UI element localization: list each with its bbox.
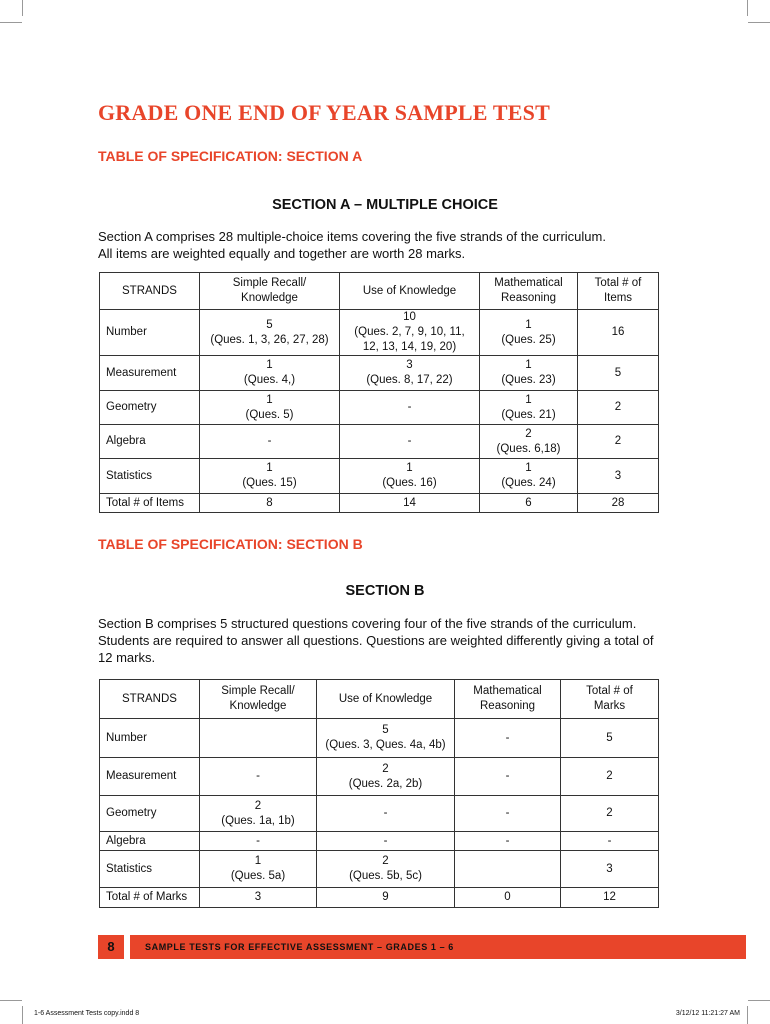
paragraph-line: Section B comprises 5 structured questions covering four of the five strands of the curriculum. [98,616,637,631]
crop-mark [22,0,23,16]
recall-cell: 1 (Ques. 4,) [200,356,340,391]
paragraph-line: 12 marks. [98,650,156,665]
recall-cell: - [200,758,317,796]
table-row [100,391,659,425]
table-row [100,758,659,796]
total-cell: 2 [578,391,659,425]
use-cell: 2 (Ques. 5b, 5c) [317,851,455,888]
total-cell: 28 [578,494,659,513]
page-number: 8 [98,935,124,959]
use-cell: - [340,425,480,459]
math-cell: 1 (Ques. 21) [480,391,578,425]
total-cell: 2 [578,425,659,459]
use-cell: - [340,391,480,425]
math-cell: 1 (Ques. 23) [480,356,578,391]
paragraph-line: Section A comprises 28 multiple-choice items covering the five strands of the curriculum. [98,229,606,244]
section-a-heading: SECTION A – MULTIPLE CHOICE [272,197,498,213]
table-row [100,425,659,459]
table-row [100,459,659,494]
paragraph-line: Students are required to answer all questions. Questions are weighted differently giving a total of [98,633,654,648]
total-cell: 16 [578,310,659,356]
running-title: SAMPLE TESTS FOR EFFECTIVE ASSESSMENT – GRADES 1 – 6 [145,942,454,952]
table-row [100,719,659,758]
strand-cell: Number [100,719,200,758]
use-cell: 10 (Ques. 2, 7, 9, 10, 11, 12, 13, 14, 19, 20) [340,310,480,356]
recall-cell: - [200,425,340,459]
math-cell: 6 [480,494,578,513]
crop-mark [748,1000,770,1001]
table-header-row [100,273,659,310]
strand-cell: Statistics [100,851,200,888]
strand-cell: Measurement [100,356,200,391]
header-math: Mathematical Reasoning [455,680,561,719]
slug-file: 1-6 Assessment Tests copy.indd 8 [34,1010,140,1017]
strand-cell: Algebra [100,425,200,459]
crop-mark [747,0,748,16]
math-cell: - [455,719,561,758]
strand-cell: Algebra [100,832,200,851]
use-cell: 2 (Ques. 2a, 2b) [317,758,455,796]
crop-mark [748,22,770,23]
crop-mark [0,22,22,23]
header-use: Use of Knowledge [340,273,480,310]
strand-cell: Number [100,310,200,356]
math-cell: 2 (Ques. 6,18) [480,425,578,459]
recall-cell: 2 (Ques. 1a, 1b) [200,796,317,832]
section-a-table [99,272,659,513]
recall-cell: 5 (Ques. 1, 3, 26, 27, 28) [200,310,340,356]
table-header-row [100,680,659,719]
header-math: Mathematical Reasoning [480,273,578,310]
total-cell: 2 [561,796,659,832]
math-cell: - [455,796,561,832]
total-cell: 3 [561,851,659,888]
recall-cell: 1 (Ques. 15) [200,459,340,494]
math-cell [455,851,561,888]
strand-cell: Geometry [100,796,200,832]
use-cell: 5 (Ques. 3, Ques. 4a, 4b) [317,719,455,758]
recall-cell: 1 (Ques. 5) [200,391,340,425]
total-cell: 2 [561,758,659,796]
total-cell: 5 [578,356,659,391]
page-title: GRADE ONE END OF YEAR SAMPLE TEST [98,100,550,125]
header-total: Total # of Marks [561,680,659,719]
slug-timestamp: 3/12/12 11:21:27 AM [675,1010,740,1017]
crop-mark [747,1006,748,1024]
strand-cell: Statistics [100,459,200,494]
strand-cell: Total # of Items [100,494,200,513]
total-cell: 12 [561,888,659,908]
math-cell: - [455,832,561,851]
header-recall: Simple Recall/ Knowledge [200,273,340,310]
header-total: Total # of Items [578,273,659,310]
table-row [100,796,659,832]
header-strands: STRANDS [100,273,200,310]
section-b-heading: SECTION B [345,583,425,599]
table-row [100,832,659,851]
table-row [100,356,659,391]
strand-cell: Geometry [100,391,200,425]
section-b-subheading: TABLE OF SPECIFICATION: SECTION B [98,536,363,552]
math-cell: 0 [455,888,561,908]
recall-cell [200,719,317,758]
strand-cell: Total # of Marks [100,888,200,908]
header-strands: STRANDS [100,680,200,719]
strand-cell: Measurement [100,758,200,796]
recall-cell: 1 (Ques. 5a) [200,851,317,888]
header-recall: Simple Recall/ Knowledge [200,680,317,719]
recall-cell: - [200,832,317,851]
paragraph-line: All items are weighted equally and together are worth 28 marks. [98,246,466,261]
table-total-row [100,888,659,908]
table-row [100,851,659,888]
total-cell: - [561,832,659,851]
section-a-paragraph [98,228,688,262]
recall-cell: 3 [200,888,317,908]
header-use: Use of Knowledge [317,680,455,719]
crop-mark [22,1006,23,1024]
math-cell: 1 (Ques. 24) [480,459,578,494]
section-b-table [99,679,659,908]
use-cell: 1 (Ques. 16) [340,459,480,494]
table-total-row [100,494,659,513]
crop-mark [0,1000,22,1001]
use-cell: 3 (Ques. 8, 17, 22) [340,356,480,391]
total-cell: 5 [561,719,659,758]
section-b-paragraph [98,615,688,666]
math-cell: - [455,758,561,796]
use-cell: - [317,832,455,851]
total-cell: 3 [578,459,659,494]
use-cell: 14 [340,494,480,513]
use-cell: 9 [317,888,455,908]
recall-cell: 8 [200,494,340,513]
math-cell: 1 (Ques. 25) [480,310,578,356]
table-row [100,310,659,356]
section-a-subheading: TABLE OF SPECIFICATION: SECTION A [98,148,363,164]
use-cell: - [317,796,455,832]
